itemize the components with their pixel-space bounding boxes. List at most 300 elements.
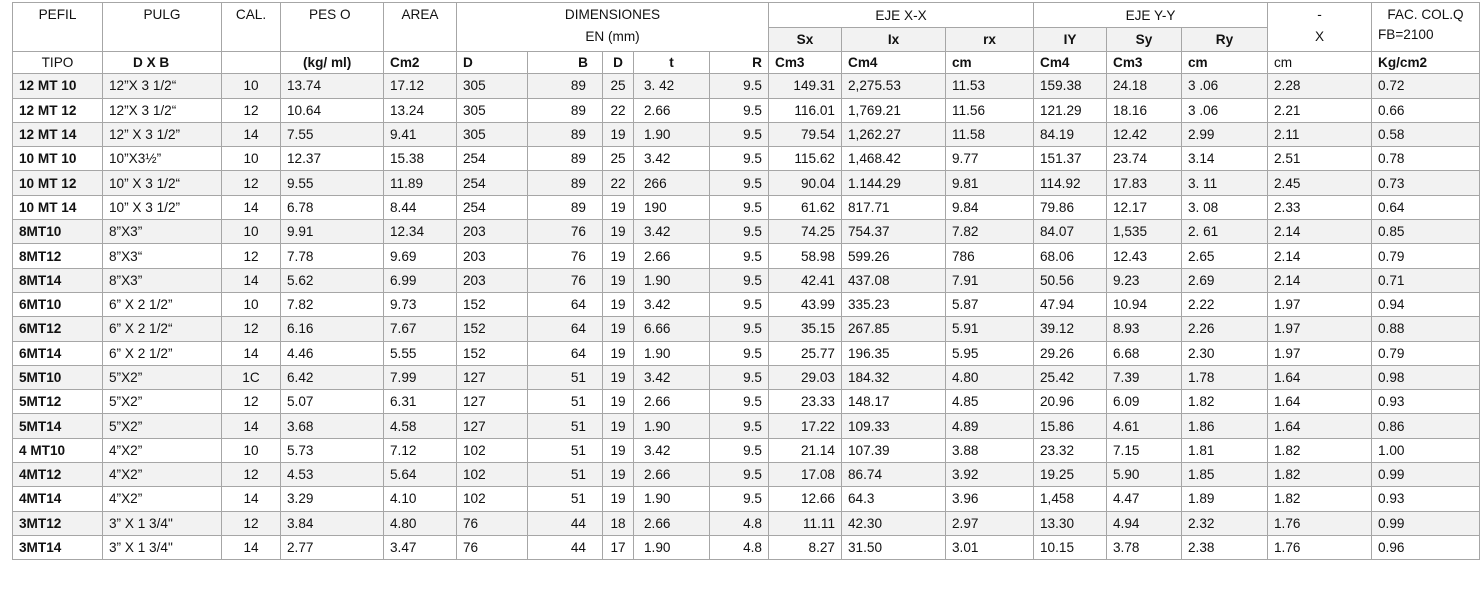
table-cell: 127 [457, 365, 528, 389]
table-cell: 3.42 [634, 438, 710, 462]
header-area: AREA [384, 3, 457, 52]
table-cell: 9.5 [710, 74, 769, 98]
table-cell: 102 [457, 438, 528, 462]
table-cell: 12.42 [1107, 122, 1182, 146]
table-cell: 6” X 2 1/2“ [103, 317, 222, 341]
table-cell: 44 [528, 511, 603, 535]
table-cell: 5”X2” [103, 414, 222, 438]
table-cell: 10 MT 12 [13, 171, 103, 195]
table-cell: 203 [457, 268, 528, 292]
units-row [13, 52, 1480, 74]
table-cell: 11.11 [769, 511, 842, 535]
table-cell: 10” X 3 1/2” [103, 195, 222, 219]
table-cell: 64 [528, 341, 603, 365]
units-cell: D X B [103, 52, 222, 74]
table-cell: 4”X2” [103, 438, 222, 462]
table-cell: 76 [457, 511, 528, 535]
table-cell: 254 [457, 195, 528, 219]
table-cell: 2.65 [1182, 244, 1268, 268]
table-cell: 203 [457, 244, 528, 268]
table-cell: 19 [603, 292, 634, 316]
table-cell: 2.66 [634, 98, 710, 122]
table-cell: 0.98 [1372, 365, 1480, 389]
table-cell: 203 [457, 220, 528, 244]
table-row [13, 147, 1480, 171]
table-cell: 7.91 [946, 268, 1034, 292]
units-cell: Kg/cm2 [1372, 52, 1480, 74]
table-cell: 58.98 [769, 244, 842, 268]
table-cell: 76 [457, 535, 528, 559]
table-cell: 11.89 [384, 171, 457, 195]
table-cell: 152 [457, 341, 528, 365]
table-cell: 4.8 [710, 535, 769, 559]
table-cell: 9.91 [281, 220, 384, 244]
table-cell: 1.82 [1268, 463, 1372, 487]
table-cell: 6.16 [281, 317, 384, 341]
table-cell: 3.01 [946, 535, 1034, 559]
table-cell: 107.39 [842, 438, 946, 462]
table-cell: 3 .06 [1182, 74, 1268, 98]
table-cell: 1.90 [634, 268, 710, 292]
table-row [13, 535, 1480, 559]
table-cell: 1.76 [1268, 535, 1372, 559]
table-cell: 10” X 3 1/2“ [103, 171, 222, 195]
table-cell: 102 [457, 487, 528, 511]
table-cell: 12 [222, 317, 281, 341]
table-cell: 7.78 [281, 244, 384, 268]
table-cell: 2.66 [634, 511, 710, 535]
table-cell: 599.26 [842, 244, 946, 268]
table-cell: 8”X3” [103, 268, 222, 292]
table-cell: 4MT12 [13, 463, 103, 487]
table-cell: 2.26 [1182, 317, 1268, 341]
table-cell: 0.79 [1372, 244, 1480, 268]
table-cell: 1.90 [634, 414, 710, 438]
table-cell: 3MT12 [13, 511, 103, 535]
table-cell: 13.24 [384, 98, 457, 122]
table-cell: 1.90 [634, 535, 710, 559]
table-cell: 50.56 [1034, 268, 1107, 292]
subheader-ix: Ix [842, 28, 946, 52]
table-cell: 1.82 [1268, 438, 1372, 462]
table-cell: 5.07 [281, 390, 384, 414]
table-cell: 12.66 [769, 487, 842, 511]
table-cell: 0.88 [1372, 317, 1480, 341]
table-cell: 2.97 [946, 511, 1034, 535]
table-cell: 3.42 [634, 365, 710, 389]
table-cell: 4.46 [281, 341, 384, 365]
table-cell: 1.64 [1268, 365, 1372, 389]
table-cell: 19 [603, 390, 634, 414]
table-cell: 7.55 [281, 122, 384, 146]
table-cell: 51 [528, 414, 603, 438]
table-cell: 6.31 [384, 390, 457, 414]
table-cell: 9.73 [384, 292, 457, 316]
table-cell: 22 [603, 98, 634, 122]
table-cell: 86.74 [842, 463, 946, 487]
table-cell: 190 [634, 195, 710, 219]
header-dimensiones [457, 3, 769, 52]
table-cell: 4.85 [946, 390, 1034, 414]
table-cell: 14 [222, 535, 281, 559]
table-cell: 12.34 [384, 220, 457, 244]
table-cell: 76 [528, 244, 603, 268]
table-row [13, 292, 1480, 316]
units-cell: TIPO [13, 52, 103, 74]
table-cell: 19 [603, 220, 634, 244]
table-cell: 6.78 [281, 195, 384, 219]
table-cell: 64 [528, 317, 603, 341]
table-cell: 2.77 [281, 535, 384, 559]
table-cell: 10.15 [1034, 535, 1107, 559]
table-cell: 3 .06 [1182, 98, 1268, 122]
table-cell: 51 [528, 365, 603, 389]
table-cell: 2.66 [634, 463, 710, 487]
table-cell: 196.35 [842, 341, 946, 365]
table-cell: 25.42 [1034, 365, 1107, 389]
table-cell: 4.80 [946, 365, 1034, 389]
table-cell: 10.94 [1107, 292, 1182, 316]
table-cell: 0.64 [1372, 195, 1480, 219]
table-cell: 5.64 [384, 463, 457, 487]
table-cell: 3MT14 [13, 535, 103, 559]
table-cell: 3” X 1 3/4" [103, 535, 222, 559]
table-cell: 3.29 [281, 487, 384, 511]
table-cell: 14 [222, 122, 281, 146]
units-cell: t [634, 52, 710, 74]
table-cell: 15.38 [384, 147, 457, 171]
header-pulg: PULG [103, 3, 222, 52]
table-cell: 14 [222, 341, 281, 365]
table-cell: 4.47 [1107, 487, 1182, 511]
table-cell: 17 [603, 535, 634, 559]
table-cell: 5”X2” [103, 365, 222, 389]
table-cell: 84.07 [1034, 220, 1107, 244]
table-cell: 5MT12 [13, 390, 103, 414]
table-cell: 17.08 [769, 463, 842, 487]
table-cell: 5.73 [281, 438, 384, 462]
table-cell: 6.66 [634, 317, 710, 341]
table-cell: 2,275.53 [842, 74, 946, 98]
table-row [13, 487, 1480, 511]
subheader-sy: Sy [1107, 28, 1182, 52]
table-cell: 1,458 [1034, 487, 1107, 511]
table-cell: 19 [603, 487, 634, 511]
table-cell: 9.5 [710, 220, 769, 244]
table-cell: 2.66 [634, 390, 710, 414]
table-cell: 3.42 [634, 147, 710, 171]
table-cell: 76 [528, 268, 603, 292]
table-cell: 6.42 [281, 365, 384, 389]
table-cell: 12 MT 12 [13, 98, 103, 122]
table-cell: 127 [457, 390, 528, 414]
table-cell: 1.82 [1268, 487, 1372, 511]
table-cell: 9.84 [946, 195, 1034, 219]
table-cell: 2.21 [1268, 98, 1372, 122]
table-cell: 35.15 [769, 317, 842, 341]
units-cell: D [457, 52, 528, 74]
table-row [13, 341, 1480, 365]
units-cell [222, 52, 281, 74]
table-cell: 19 [603, 195, 634, 219]
table-cell: 12”X 3 1/2“ [103, 98, 222, 122]
table-cell: 115.62 [769, 147, 842, 171]
table-cell: 7.99 [384, 365, 457, 389]
table-cell: 9.23 [1107, 268, 1182, 292]
table-row [13, 511, 1480, 535]
table-cell: 305 [457, 98, 528, 122]
table-cell: 10.64 [281, 98, 384, 122]
table-cell: 74.25 [769, 220, 842, 244]
table-cell: 6MT10 [13, 292, 103, 316]
header-eje-yy: EJE Y-Y [1034, 3, 1268, 28]
table-cell: 7.39 [1107, 365, 1182, 389]
subheader-ry: Ry [1182, 28, 1268, 52]
table-cell: 11.56 [946, 98, 1034, 122]
table-cell: 89 [528, 195, 603, 219]
table-cell: 0.72 [1372, 74, 1480, 98]
table-cell: 90.04 [769, 171, 842, 195]
table-cell: 4.10 [384, 487, 457, 511]
table-cell: 12” X 3 1/2” [103, 122, 222, 146]
table-cell: 14 [222, 195, 281, 219]
table-cell: 754.37 [842, 220, 946, 244]
table-cell: 10 [222, 74, 281, 98]
table-cell: 10 [222, 220, 281, 244]
table-cell: 12 [222, 171, 281, 195]
table-cell: 9.41 [384, 122, 457, 146]
table-cell: 44 [528, 535, 603, 559]
table-cell: 0.58 [1372, 122, 1480, 146]
table-cell: 1.89 [1182, 487, 1268, 511]
table-cell: 84.19 [1034, 122, 1107, 146]
table-cell: 1.97 [1268, 292, 1372, 316]
table-cell: 149.31 [769, 74, 842, 98]
table-cell: 79.86 [1034, 195, 1107, 219]
table-cell: 184.32 [842, 365, 946, 389]
table-cell: 19 [603, 268, 634, 292]
table-cell: 9.55 [281, 171, 384, 195]
table-row [13, 122, 1480, 146]
table-cell: 437.08 [842, 268, 946, 292]
table-cell: 6.09 [1107, 390, 1182, 414]
table-row [13, 171, 1480, 195]
table-cell: 13.30 [1034, 511, 1107, 535]
table-cell: 3.14 [1182, 147, 1268, 171]
table-cell: 14 [222, 268, 281, 292]
table-cell: 5”X2” [103, 390, 222, 414]
table-cell: 159.38 [1034, 74, 1107, 98]
table-cell: 15.86 [1034, 414, 1107, 438]
table-cell: 89 [528, 122, 603, 146]
table-cell: 12 [222, 390, 281, 414]
table-cell: 42.30 [842, 511, 946, 535]
table-row [13, 463, 1480, 487]
table-cell: 14 [222, 414, 281, 438]
table-cell: 19 [603, 341, 634, 365]
table-cell: 89 [528, 171, 603, 195]
table-cell: 151.37 [1034, 147, 1107, 171]
table-cell: 8”X3” [103, 220, 222, 244]
table-cell: 5MT10 [13, 365, 103, 389]
table-cell: 10 [222, 438, 281, 462]
table-cell: 4.61 [1107, 414, 1182, 438]
dimensiones-title: DIMENSIONES [564, 7, 661, 22]
table-cell: 24.18 [1107, 74, 1182, 98]
table-cell: 267.85 [842, 317, 946, 341]
header-eje-xx: EJE X-X [769, 3, 1034, 28]
table-cell: 6.99 [384, 268, 457, 292]
table-cell: 19.25 [1034, 463, 1107, 487]
table-cell: 9.5 [710, 268, 769, 292]
table-row [13, 414, 1480, 438]
table-cell: 5.91 [946, 317, 1034, 341]
table-cell: 1.85 [1182, 463, 1268, 487]
table-cell: 1,468.42 [842, 147, 946, 171]
table-cell: 2.22 [1182, 292, 1268, 316]
table-cell: 0.78 [1372, 147, 1480, 171]
table-cell: 13.74 [281, 74, 384, 98]
table-cell: 10”X3½” [103, 147, 222, 171]
table-cell: 254 [457, 147, 528, 171]
table-cell: 2.99 [1182, 122, 1268, 146]
table-cell: 42.41 [769, 268, 842, 292]
table-row [13, 390, 1480, 414]
subheader-sx: Sx [769, 28, 842, 52]
table-row [13, 317, 1480, 341]
table-cell: 7.12 [384, 438, 457, 462]
table-cell: 29.26 [1034, 341, 1107, 365]
header-fb: FB=2100 [1378, 27, 1434, 42]
table-cell: 11.53 [946, 74, 1034, 98]
table-cell: 18.16 [1107, 98, 1182, 122]
table-cell: 9.5 [710, 171, 769, 195]
table-cell: 786 [946, 244, 1034, 268]
table-cell: 1.64 [1268, 414, 1372, 438]
table-cell: 43.99 [769, 292, 842, 316]
table-cell: 3.96 [946, 487, 1034, 511]
table-cell: 9.5 [710, 244, 769, 268]
table-row [13, 74, 1480, 98]
table-cell: 0.96 [1372, 535, 1480, 559]
table-cell: 19 [603, 122, 634, 146]
table-cell: 12 [222, 244, 281, 268]
table-cell: 4”X2” [103, 463, 222, 487]
table-cell: 9.77 [946, 147, 1034, 171]
header-row-1 [13, 3, 1480, 28]
table-cell: 12 [222, 463, 281, 487]
units-cell: cm [1268, 52, 1372, 74]
table-cell: 1,535 [1107, 220, 1182, 244]
table-cell: 3. 42 [634, 74, 710, 98]
table-cell: 9.5 [710, 463, 769, 487]
table-cell: 9.69 [384, 244, 457, 268]
table-cell: 1.64 [1268, 390, 1372, 414]
table-cell: 1.82 [1182, 390, 1268, 414]
units-cell: R [710, 52, 769, 74]
table-cell: 12 [222, 98, 281, 122]
profile-properties-table [12, 2, 1480, 560]
table-cell: 9.5 [710, 292, 769, 316]
table-cell: 2.14 [1268, 268, 1372, 292]
units-cell: (kg/ ml) [281, 52, 384, 74]
table-cell: 0.73 [1372, 171, 1480, 195]
table-cell: 2.32 [1182, 511, 1268, 535]
table-cell: 3. 08 [1182, 195, 1268, 219]
table-cell: 19 [603, 365, 634, 389]
table-cell: 266 [634, 171, 710, 195]
units-cell: D [603, 52, 634, 74]
units-cell: B [528, 52, 603, 74]
table-cell: 152 [457, 317, 528, 341]
table-cell: 19 [603, 317, 634, 341]
table-cell: 8MT10 [13, 220, 103, 244]
table-cell: 9.5 [710, 487, 769, 511]
table-cell: 23.32 [1034, 438, 1107, 462]
table-cell: 1.97 [1268, 341, 1372, 365]
table-cell: 12 MT 14 [13, 122, 103, 146]
table-row [13, 98, 1480, 122]
table-cell: 335.23 [842, 292, 946, 316]
table-cell: 0.93 [1372, 487, 1480, 511]
table-cell: 61.62 [769, 195, 842, 219]
table-cell: 25 [603, 147, 634, 171]
units-cell: Cm2 [384, 52, 457, 74]
table-cell: 21.14 [769, 438, 842, 462]
table-cell: 0.99 [1372, 511, 1480, 535]
table-cell: 39.12 [1034, 317, 1107, 341]
table-cell: 9.5 [710, 414, 769, 438]
table-cell: 51 [528, 487, 603, 511]
table-cell: 11.58 [946, 122, 1034, 146]
subheader-rx: rx [946, 28, 1034, 52]
table-cell: 19 [603, 414, 634, 438]
table-cell: 8MT12 [13, 244, 103, 268]
table-cell: 18 [603, 511, 634, 535]
table-cell: 0.71 [1372, 268, 1480, 292]
table-cell: 5.90 [1107, 463, 1182, 487]
header-fac [1372, 3, 1480, 52]
table-cell: 8”X3“ [103, 244, 222, 268]
table-cell: 3.88 [946, 438, 1034, 462]
table-cell: 0.79 [1372, 341, 1480, 365]
table-cell: 8MT14 [13, 268, 103, 292]
table-cell: 1.00 [1372, 438, 1480, 462]
table-cell: 102 [457, 463, 528, 487]
table-row [13, 244, 1480, 268]
table-cell: 6” X 2 1/2” [103, 341, 222, 365]
table-cell: 2.11 [1268, 122, 1372, 146]
table-cell: 2.51 [1268, 147, 1372, 171]
table-cell: 51 [528, 390, 603, 414]
table-cell: 51 [528, 438, 603, 462]
header-peso: PES O [281, 3, 384, 52]
table-cell: 31.50 [842, 535, 946, 559]
table-cell: 12.37 [281, 147, 384, 171]
table-cell: 0.93 [1372, 390, 1480, 414]
table-cell: 89 [528, 74, 603, 98]
table-cell: 2.66 [634, 244, 710, 268]
table-cell: 23.74 [1107, 147, 1182, 171]
table-cell: 4 MT10 [13, 438, 103, 462]
table-cell: 4.58 [384, 414, 457, 438]
table-cell: 68.06 [1034, 244, 1107, 268]
table-cell: 2.38 [1182, 535, 1268, 559]
table-cell: 6” X 2 1/2” [103, 292, 222, 316]
table-cell: 19 [603, 438, 634, 462]
table-cell: 7.82 [946, 220, 1034, 244]
table-cell: 25.77 [769, 341, 842, 365]
